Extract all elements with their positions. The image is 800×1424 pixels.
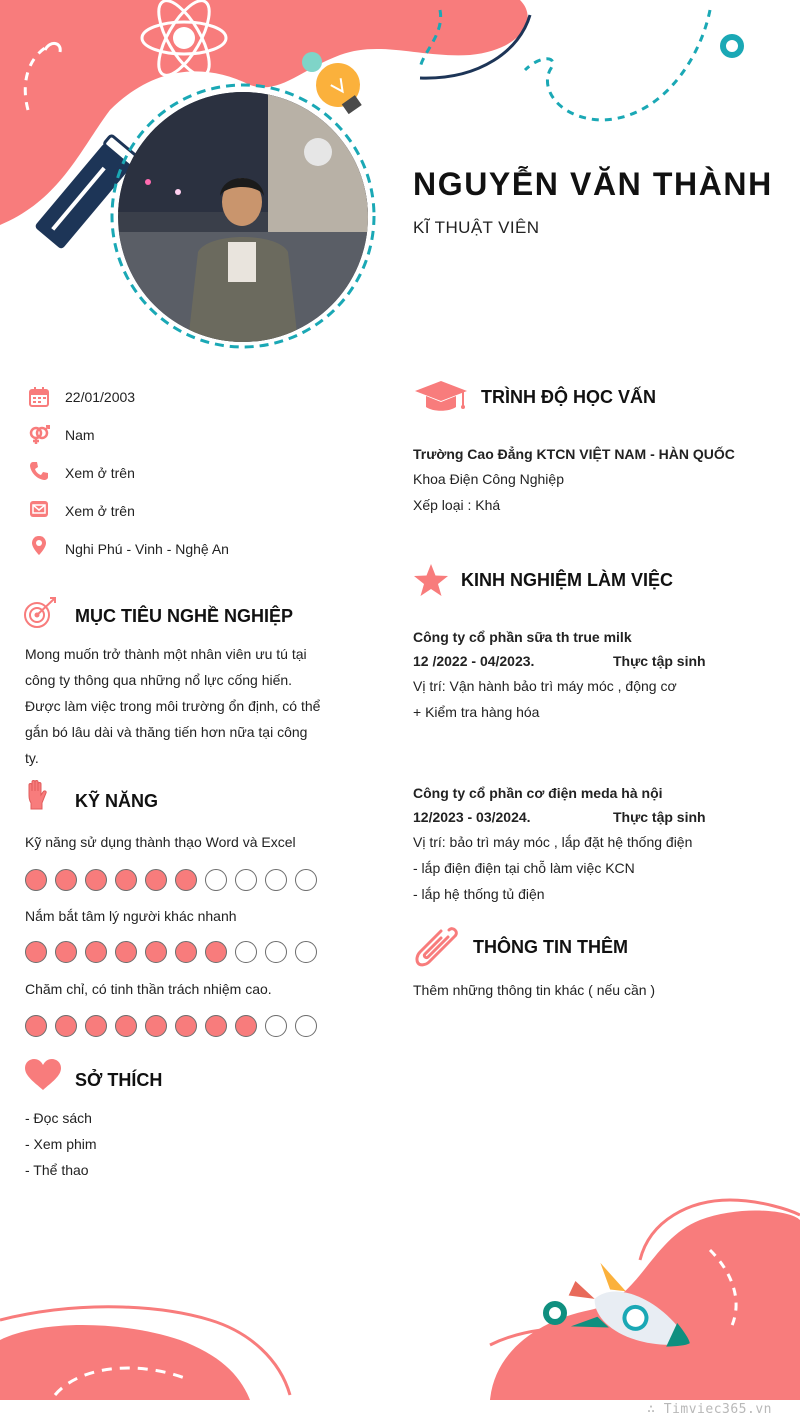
skill-dot-filled — [55, 941, 77, 963]
hobby-item: - Xem phim — [25, 1136, 97, 1152]
work-detail: + Kiểm tra hàng hóa — [413, 704, 540, 720]
skill-dot-filled — [25, 941, 47, 963]
skill-dot-filled — [55, 1015, 77, 1037]
star-icon — [413, 563, 449, 597]
profile-photo — [118, 92, 368, 342]
skill-dot-filled — [205, 1015, 227, 1037]
work-detail: - lắp điện điện tại chỗ làm việc KCN — [413, 860, 635, 876]
skill-dot-empty — [265, 1015, 287, 1037]
skill-dot-filled — [175, 1015, 197, 1037]
grade: Xếp loại : Khá — [413, 497, 501, 513]
watermark: ∴ Timviec365.vn — [647, 1402, 772, 1417]
skill-dot-empty — [295, 941, 317, 963]
skill-dot-filled — [85, 941, 107, 963]
birth-date: 22/01/2003 — [65, 389, 136, 405]
skill-dot-filled — [235, 1015, 257, 1037]
skill-dot-filled — [205, 941, 227, 963]
skill-label: Chăm chỉ, có tinh thần trách nhiệm cao. — [25, 981, 272, 997]
work-period: 12 /2022 - 04/2023. — [413, 653, 535, 669]
skill-dot-filled — [145, 1015, 167, 1037]
hobby-item: - Đọc sách — [25, 1110, 92, 1126]
skill-dot-filled — [55, 869, 77, 891]
work-role: Thực tập sinh — [613, 653, 706, 669]
skill-dot-filled — [145, 941, 167, 963]
gender-icon — [28, 423, 50, 445]
objective-line: Được làm việc trong môi trường ổn định, có thể — [25, 698, 321, 714]
location-pin-icon — [28, 535, 50, 557]
work-period: 12/2023 - 03/2024. — [413, 809, 531, 825]
faculty: Khoa Điện Công Nghiệp — [413, 471, 564, 487]
skill-dot-filled — [85, 1015, 107, 1037]
skill-dot-empty — [295, 869, 317, 891]
hobby-item: - Thể thao — [25, 1162, 89, 1178]
skill-dot-empty — [205, 869, 227, 891]
skill-dot-empty — [235, 869, 257, 891]
skill-dot-filled — [175, 869, 197, 891]
skill-dot-empty — [265, 869, 287, 891]
skill-dot-filled — [175, 941, 197, 963]
company-name: Công ty cổ phần cơ điện meda hà nội — [413, 785, 663, 801]
hobbies-title: SỞ THÍCH — [75, 1070, 163, 1090]
objective-line: ty. — [25, 750, 39, 766]
address: Nghi Phú - Vinh - Nghệ An — [65, 541, 229, 557]
objective-line: công ty thông qua những nổ lực cống hiến. — [25, 672, 293, 688]
calendar-icon — [28, 386, 50, 408]
skill-dot-empty — [265, 941, 287, 963]
skill-dot-filled — [85, 869, 107, 891]
skill-label: Kỹ năng sử dụng thành thạo Word và Excel — [25, 834, 296, 850]
skill-rating — [25, 869, 317, 891]
phone-icon — [28, 460, 50, 482]
work-detail: Vị trí: bảo trì máy móc , lắp đặt hệ thống điện — [413, 834, 693, 850]
paperclip-icon — [415, 926, 459, 968]
skill-dot-empty — [235, 941, 257, 963]
objective-text — [25, 641, 325, 771]
skill-dot-filled — [145, 869, 167, 891]
skill-dot-filled — [115, 869, 137, 891]
objective-line: gắn bó lâu dài và thăng tiến hơn nữa tại công — [25, 724, 308, 740]
email: Xem ở trên — [65, 503, 135, 519]
hand-icon — [24, 779, 50, 811]
work-role: Thực tập sinh — [613, 809, 706, 825]
job-title: KĨ THUẬT VIÊN — [413, 218, 540, 237]
candidate-name: NGUYỄN VĂN THÀNH — [413, 166, 773, 202]
skills-title: KỸ NĂNG — [75, 791, 159, 811]
skill-dot-filled — [25, 1015, 47, 1037]
decorative-footer-background — [0, 1180, 800, 1400]
experience-title: KINH NGHIỆM LÀM VIỆC — [461, 570, 674, 590]
phone: Xem ở trên — [65, 465, 135, 481]
email-icon — [28, 498, 50, 520]
target-icon — [22, 596, 58, 630]
graduation-cap-icon — [413, 380, 469, 414]
skill-dot-empty — [295, 1015, 317, 1037]
objective-line: Mong muốn trở thành một nhân viên ưu tú tại — [25, 646, 307, 662]
work-detail: - lắp hệ thống tủ điện — [413, 886, 545, 902]
school-name: Trường Cao Đẳng KTCN VIỆT NAM - HÀN QUỐC — [413, 446, 735, 462]
objective-title: MỤC TIÊU NGHỀ NGHIỆP — [75, 606, 294, 626]
skill-label: Nắm bắt tâm lý người khác nhanh — [25, 908, 237, 924]
gender: Nam — [65, 427, 95, 443]
skill-dot-filled — [25, 869, 47, 891]
skill-rating — [25, 1015, 317, 1037]
education-title: TRÌNH ĐỘ HỌC VẤN — [481, 387, 656, 407]
skill-rating — [25, 941, 317, 963]
work-detail: Vị trí: Vận hành bảo trì máy móc , động cơ — [413, 678, 677, 694]
heart-icon — [24, 1058, 62, 1092]
extra-info-title: THÔNG TIN THÊM — [473, 937, 628, 957]
extra-info-text: Thêm những thông tin khác ( nếu cần ) — [413, 982, 656, 998]
skill-dot-filled — [115, 941, 137, 963]
company-name: Công ty cổ phần sữa th true milk — [413, 629, 632, 645]
skill-dot-filled — [115, 1015, 137, 1037]
